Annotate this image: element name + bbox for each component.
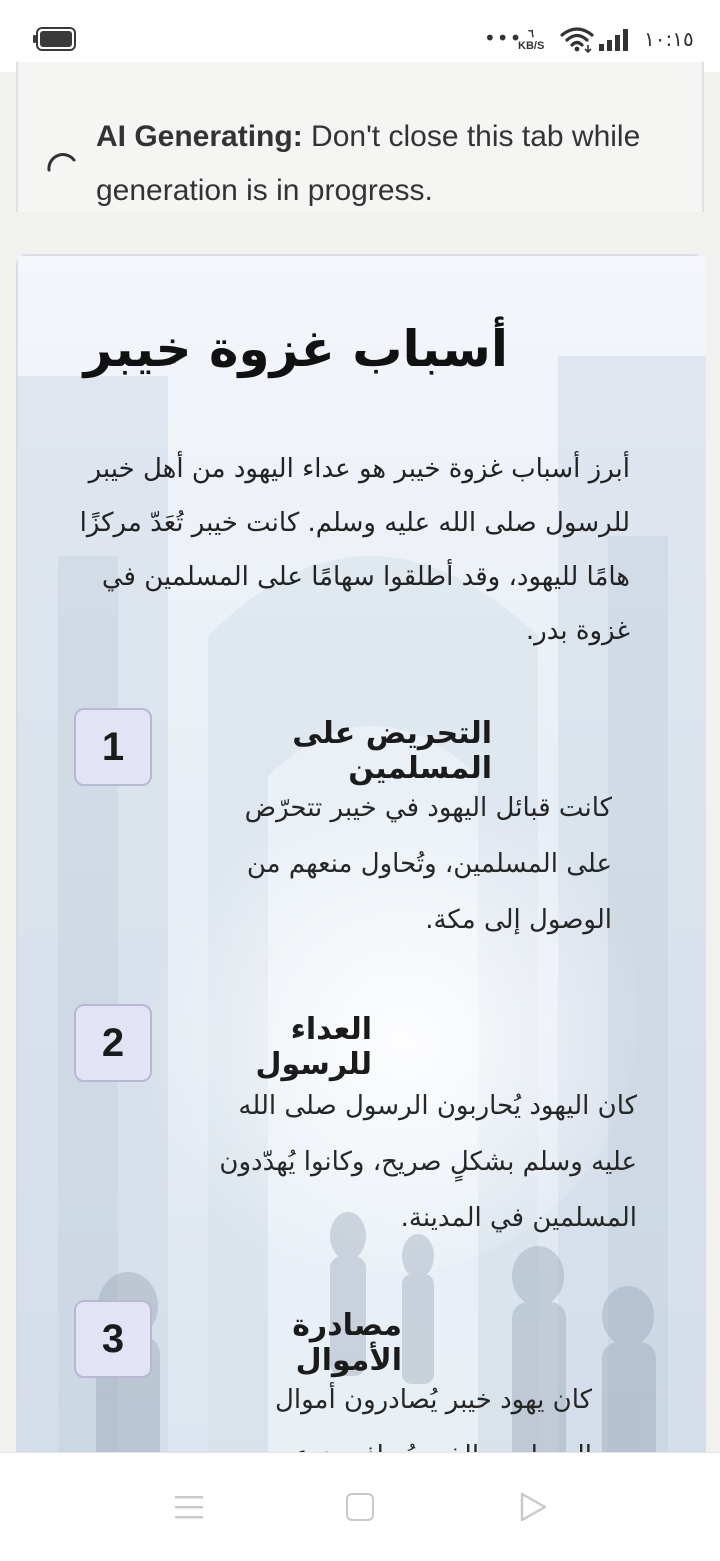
item-number-badge: 1 [74,708,152,786]
page-title: أسباب غزوة خيبر [83,320,508,378]
item-title: مصادرة الأموال [292,1308,402,1378]
back-icon[interactable] [518,1491,548,1523]
item-body: كان يهود خيبر يُصادرون أموال [275,1385,592,1415]
item-body: كانت قبائل اليهود في خيبر تتحرّض على المسلمين، وتُحاول منعهم من الوصول إلى مكة. [244,793,612,935]
content-card [16,254,704,1494]
wifi-icon [560,25,594,53]
generating-warning: Don't close this tab while generation is in progress. [96,120,641,207]
item-title: العداء للرسول [255,1012,372,1082]
signal-icon [598,28,634,52]
system-navigation-bar [0,1452,720,1561]
intro-paragraph: أبرز أسباب غزوة خيبر هو عداء اليهود من أهل خيبر للرسول صلى الله عليه وسلم. كانت خيبر تُعَدّ مركزًا هامًا لليهود، وقد أطلقوا سهامًا على المسلمين في غزوة بدر. [79,454,630,646]
home-icon[interactable] [346,1493,374,1521]
item-number-badge: 2 [74,1004,152,1082]
generating-message [96,110,656,218]
loading-spinner-icon [44,150,78,184]
battery-icon [36,27,76,51]
network-speed-value: ٦ [528,28,535,40]
item-number-badge: 3 [74,1300,152,1378]
network-speed [518,28,544,52]
network-speed-unit: KB/S [518,40,545,52]
generating-label: AI Generating: [96,120,303,153]
item-title: التحريض على المسلمين [292,716,492,786]
clock: ١٠:١٥ [644,27,694,51]
item-body: كان اليهود يُحاربون الرسول صلى الله عليه وسلم بشكلٍ صريح، وكانوا يُهدّدون المسلمين في المدينة. [219,1091,637,1233]
more-notifications-icon: ••• [484,26,523,50]
recent-apps-icon[interactable] [174,1493,204,1521]
